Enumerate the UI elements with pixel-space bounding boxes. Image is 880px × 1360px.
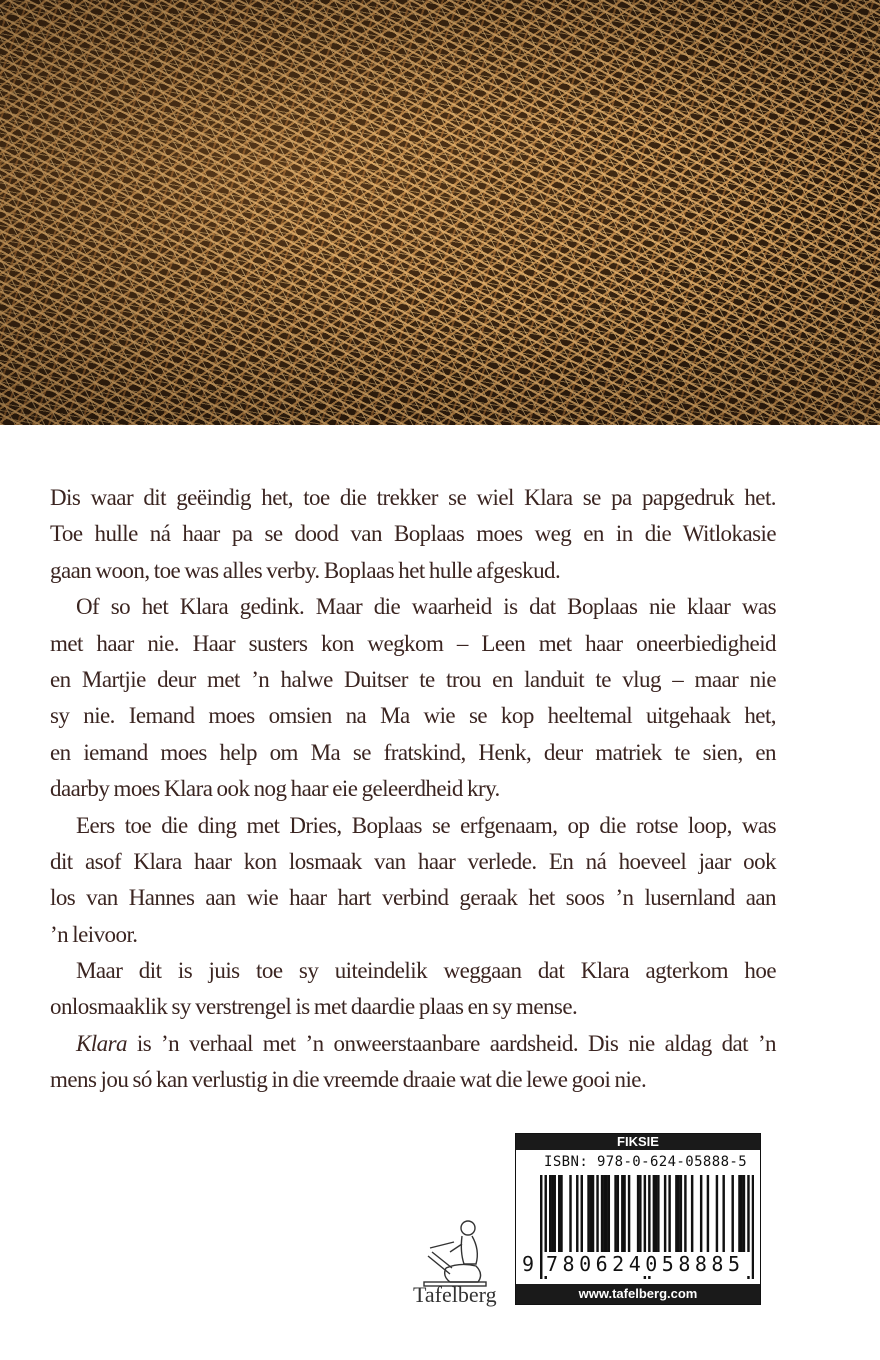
barcode-bar bbox=[603, 1175, 605, 1253]
barcode-bar bbox=[740, 1175, 742, 1253]
blurb-line bbox=[50, 1026, 776, 1062]
barcode-bar bbox=[590, 1175, 592, 1253]
publisher-name: Tafelberg bbox=[413, 1282, 497, 1307]
isbn-barcode-box bbox=[515, 1133, 761, 1305]
barcode-bar bbox=[657, 1175, 659, 1253]
barcode-bar bbox=[617, 1175, 619, 1253]
barcode-bar bbox=[592, 1175, 594, 1253]
barcode-bar bbox=[707, 1175, 709, 1253]
website-link: www.tafelberg.com bbox=[516, 1284, 760, 1304]
blurb-line: sy nie. Iemand moes omsien na Ma wie se kop heeltemal uitgehaak het, bbox=[50, 703, 776, 729]
barcode-bar bbox=[675, 1175, 677, 1253]
barcode-bar bbox=[680, 1175, 682, 1253]
ean-first-digit: 9 bbox=[522, 1252, 535, 1276]
barcode-bar bbox=[621, 1175, 623, 1253]
barcode-bar bbox=[684, 1175, 686, 1253]
blurb-line: Dis waar dit geëindig het, toe die trekker se wiel Klara se pa papgedruk het. bbox=[50, 485, 776, 510]
isbn-label: ISBN: 978-0-624-05888-5 bbox=[544, 1154, 748, 1170]
book-title-italic: Klara bbox=[76, 1030, 127, 1056]
barcode-bar bbox=[668, 1175, 670, 1253]
barcode-bar bbox=[576, 1175, 578, 1253]
barcode-bar bbox=[738, 1175, 740, 1253]
blurb-line: los van Hannes aan wie haar hart verbind geraak het soos ’n lusernland aan bbox=[50, 885, 776, 911]
barcode-bar bbox=[601, 1175, 603, 1253]
barcode-bar bbox=[605, 1175, 607, 1253]
photo-shade bbox=[0, 0, 880, 425]
blurb-line: en Martjie deur met ’n halwe Duitser te trou en landuit te vlug – maar nie bbox=[50, 666, 776, 692]
barcode-bar bbox=[614, 1175, 616, 1253]
blurb-line: en iemand moes help om Ma se fratskind, Henk, deur matriek te sien, en bbox=[50, 739, 776, 765]
blurb-line: met haar nie. Haar susters kon wegkom – Leen met haar oneerbiedigheid bbox=[50, 630, 776, 656]
blurb-line: Maar dit is juis toe sy uiteindelik weggaan dat Klara agterkom hoe bbox=[76, 958, 776, 984]
barcode-bar bbox=[691, 1175, 693, 1253]
barcode-bar bbox=[540, 1175, 542, 1279]
barcode-bar bbox=[596, 1175, 598, 1253]
barcode-bar bbox=[716, 1175, 718, 1253]
barcode-bar bbox=[554, 1175, 556, 1253]
barcode-bar bbox=[581, 1175, 583, 1253]
blurb-line: mens jou só kan verlustig in die vreemde draaie wat die lewe gooi nie. bbox=[50, 1067, 647, 1093]
barcode-bar bbox=[569, 1175, 571, 1253]
cover-photo-straw bbox=[0, 0, 880, 425]
barcode-bar bbox=[731, 1175, 733, 1253]
barcode-bar bbox=[587, 1175, 589, 1253]
barcode-bar bbox=[608, 1175, 610, 1253]
blurb-line: ’n leivoor. bbox=[50, 921, 138, 947]
blurb-line: Of so het Klara gedink. Maar die waarheid is dat Boplaas nie klaar was bbox=[76, 594, 776, 620]
barcode-bar bbox=[639, 1175, 641, 1253]
barcode-bar bbox=[560, 1175, 562, 1253]
barcode-bar bbox=[558, 1175, 560, 1253]
barcode-bar bbox=[752, 1175, 754, 1279]
barcode-bar bbox=[653, 1175, 655, 1253]
barcode-bar bbox=[722, 1175, 724, 1253]
blurb-line: Toe hulle ná haar pa se dood van Boplaas moes weg en in die Witlokasie bbox=[50, 521, 776, 547]
barcode-bar bbox=[637, 1175, 639, 1253]
barcode-bar bbox=[664, 1175, 666, 1253]
blurb-line: gaan woon, toe was alles verby. Boplaas het hulle afgeskud. bbox=[50, 557, 561, 583]
category-label: FIKSIE bbox=[516, 1134, 760, 1150]
barcode-bar bbox=[677, 1175, 679, 1253]
barcode-bar bbox=[700, 1175, 702, 1253]
blurb-line: dit asof Klara haar kon losmaak van haar verlede. En ná hoeveel jaar ook bbox=[50, 848, 776, 874]
blurb-line: Eers toe die ding met Dries, Boplaas se erfgenaam, op die rotse loop, was bbox=[76, 812, 776, 838]
blurb-line: daarby moes Klara ook nog haar eie geleerdheid kry. bbox=[50, 776, 500, 802]
blurb-text bbox=[50, 480, 776, 1099]
barcode-bar bbox=[623, 1175, 625, 1253]
barcode-bar bbox=[549, 1175, 551, 1253]
barcode-bar bbox=[628, 1175, 630, 1253]
blurb-line-text: is ’n verhaal met ’n onweerstaanbare aardsheid. Dis nie aldag dat ’n bbox=[136, 1030, 777, 1056]
ean-remaining-digits: 780624058885 bbox=[544, 1252, 751, 1276]
barcode-bar bbox=[655, 1175, 657, 1253]
blurb-line: onlosmaaklik sy verstrengel is met daardie plaas en sy mense. bbox=[50, 994, 578, 1020]
barcode-bar bbox=[743, 1175, 745, 1253]
barcode-bar bbox=[551, 1175, 553, 1253]
